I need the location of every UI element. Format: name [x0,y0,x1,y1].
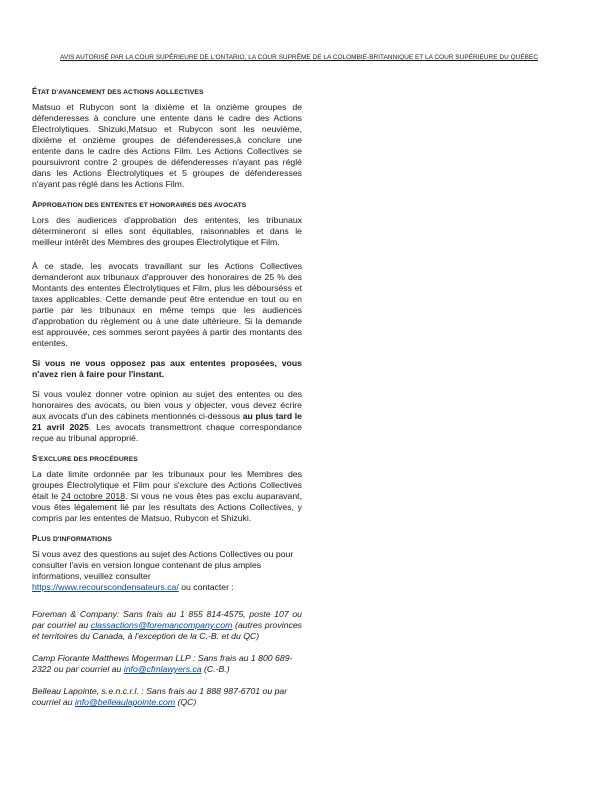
deadline-date: au plus tard le 21 avril 2025 [32,411,302,432]
contact-cfm [32,653,302,675]
contact-text-end: (autres provinces et territoires du Canada, à l'exception de la C.-B. et du QC) [32,620,302,641]
objection-text-end: . Les avocats transmettront chaque correspondance reçue au tribunal approprié. [32,422,302,443]
heading-initial: A [32,200,38,209]
objection-paragraph [32,389,302,444]
section-status-heading [32,86,302,98]
email-link-cfm[interactable]: info@cfmlawyers.ca [123,664,202,674]
contact-text: Belleau Lapointe, s.e.n.c.r.l. : Sans frais au 1 888 987-6701 ou par courriel au [32,686,288,707]
heading-rest: LUS D'INFORMATIONS [37,536,112,543]
website-link[interactable]: https://www.recourscondensateurs.ca/ [32,582,179,592]
heading-rest: 'EXCLURE DES PROCÉDURES [37,456,138,463]
section-info-heading [32,533,302,545]
heading-initial: É [32,87,38,96]
court-header: AVIS AUTORISÉ PAR LA COUR SUPÉRIEURE DE L'ONTARIO, LA COUR SUPRÊME DE LA COLOMBIE-BRITANNIQUE ET LA COUR SUPÉRIEURE DU QUÉBEC [60,54,539,61]
contact-text: Foreman & Company: Sans frais au 1 855 814-4575, poste 107 ou par courriel au [32,609,302,630]
optout-text-end: . Si vous ne vous êtes pas exclu auparavant, vous êtes légalement lié par les résultats des Actions Collectives, y compris par les ententes de Matsuo, Rubycon et Shizuki. [32,491,303,523]
info-text: Si vous avez des questions au sujet des Actions Collectives ou pour consulter l'avis en version longue contenant de plus amples informations, veuillez consulter [32,549,294,581]
heading-rest: TAT D'AVANCEMENT DES ACTIONS AOLLECTIVES [37,89,204,96]
fees-paragraph: À ce stade, les avocats travaillant sur les Actions Collectives demanderont aux tribunaux d'approuver des honoraires de 25 % des Montants des ententes Électrolytiques et Film, plus les débourséss et taxes applicables. Cette demande peut être entendue en tout ou en partie par les tribunaux en même temps que les audiences d'approbation du règlement ou à une date ultérieure. Si la demande est approuvée, ces sommes seront payées à partir des montants des ententes. [32,261,302,348]
notice-column [32,86,302,719]
contact-text-end: (C.-B.) [201,664,230,674]
objection-text: Si vous voulez donner votre opinion au sujet des ententes ou des honoraires des avocats, ou bien vous y objecter, vous devez écrire aux avocats d'un des cabinets mentionnés ci-dessous [32,389,302,421]
no-action-paragraph: Si vous ne vous opposez pas aux ententes proposées, vous n'avez rien à faire pour l'instant. [32,358,302,379]
optout-paragraph [32,469,302,524]
optout-text: La date limite ordonnée par les tribunaux pour les Membres des groupes Électrolytique et Film pour s'exclure des Actions Collectives était le [32,469,302,501]
status-paragraph: Matsuo et Rubycon sont la dixième et la onzième groupes de défenderesses à conclure une entente dans le cadre des Actions Électrolytiques. Shizuki,Matsuo et Rubycon sont les neuvième, dixième et onzième groupes de défenderesses,à conclure une entente dans le cadre des Actions Film. Les Actions Collectives se poursuivront contre 2 groupes de défenderesses n'ayant pas réglé dans les Actions Électrolytiques et 5 groupes de défenderesses n'ayant pas réglé dans les Actions Film. [32,102,302,189]
heading-rest: PPROBATION DES ENTENTES ET HONORAIRES DES AVOCATS [37,202,247,209]
contact-belleau [32,686,302,708]
optout-date: 24 octobre 2018 [61,491,126,501]
heading-initial: P [32,534,38,543]
contact-text-end: (QC) [175,697,197,707]
email-link-foreman[interactable]: classactions@foremancompany.com [90,620,233,630]
section-optout-heading [32,453,302,465]
approval-paragraph: Lors des audiences d'approbation des ententes, les tribunaux détermineront si elles sont équitables, raisonnables et dans le meilleur intérêt des Membres des groupes Électrolytique et Film. [32,215,302,247]
email-link-belleau[interactable]: info@belleaulapointe.com [74,697,176,707]
heading-initial: S [32,454,38,463]
contact-foreman [32,609,302,642]
info-text-end: ou contacter : [178,582,234,592]
info-paragraph [32,549,302,593]
section-approval-heading [32,199,302,211]
contact-text: Camp Fiorante Matthews Mogerman LLP : Sans frais au 1 800 689-2322 ou par courriel au [32,653,293,674]
